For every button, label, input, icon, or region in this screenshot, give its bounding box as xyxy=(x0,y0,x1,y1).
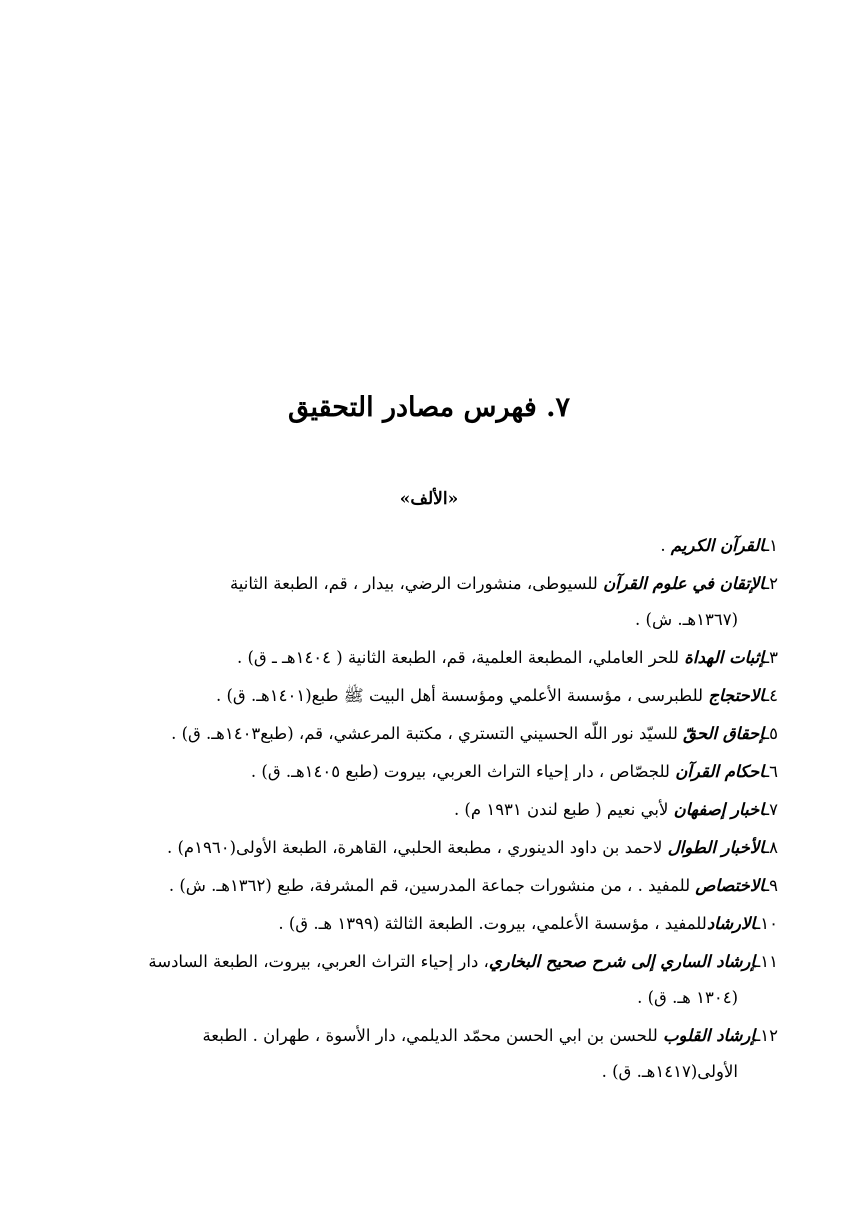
entry-continuation: (١٣٦٧هـ. ش) . xyxy=(635,610,738,629)
entry-title: الإتقان في علوم القرآن xyxy=(603,574,765,593)
bibliography-entry xyxy=(80,716,778,752)
entry-title: الأخبار الطوال xyxy=(667,838,765,857)
bibliography-entry xyxy=(80,1018,778,1090)
entry-details: للمفيد ، مؤسسة الأعلمي، بيروت. الطبعة الثالثة (١٣٩٩ هـ. ق) . xyxy=(278,914,707,933)
bibliography-entry xyxy=(80,754,778,790)
section-heading: «الألف» xyxy=(399,489,459,509)
entry-title: إثبات الهداة xyxy=(684,648,765,667)
entry-details: للطبرسى ، مؤسسة الأعلمي ومؤسسة أهل البيت ﷺ طبع(١٤٠١هـ. ق) . xyxy=(216,686,709,705)
bibliography-list xyxy=(80,528,778,1092)
entry-title: إحقاق الحقّ xyxy=(683,724,765,743)
bibliography-entry xyxy=(80,566,778,638)
entry-title: القرآن الكريم xyxy=(670,536,765,555)
bibliography-entry xyxy=(80,830,778,866)
entry-details: ، دار إحياء التراث العربي، بيروت، الطبعة السادسة xyxy=(148,952,489,971)
entry-title: احكام القرآن xyxy=(675,762,765,781)
entry-details: . xyxy=(660,536,671,555)
bibliography-entry xyxy=(80,906,778,942)
entry-details: للحر العاملي، المطبعة العلمية، قم، الطبعة الثانية ( ١٤٠٤هـ ـ ق) . xyxy=(236,648,685,667)
entry-number: ٦ـ xyxy=(764,762,778,781)
entry-number: ١٠ـ xyxy=(755,914,778,933)
entry-title: إرشاد الساري إلى شرح صحيح البخاري xyxy=(488,952,756,971)
entry-details: لاحمد بن داود الدينوري ، مطبعة الحلبي، القاهرة، الطبعة الأولى(١٩٦٠م) . xyxy=(167,838,668,857)
entry-details: للحسن بن ابي الحسن محمّد الديلمي، دار الأسوة ، طهران . الطبعة xyxy=(202,1026,663,1045)
entry-number: ١٢ـ xyxy=(755,1026,778,1045)
entry-number: ٥ـ xyxy=(764,724,778,743)
entry-number: ١ـ xyxy=(764,536,778,555)
entry-details: للمفيد . ، من منشورات جماعة المدرسين، قم المشرفة، طبع (١٣٦٢هـ. ش) . xyxy=(168,876,696,895)
entry-number: ٩ـ xyxy=(764,876,778,895)
entry-details: لأبي نعيم ( طبع لندن ١٩٣١ م) . xyxy=(453,800,674,819)
bibliography-entry xyxy=(80,944,778,1016)
entry-number: ٧ـ xyxy=(764,800,778,819)
entry-title: الاحتجاج xyxy=(708,686,765,705)
entry-number: ٤ـ xyxy=(764,686,778,705)
bibliography-entry xyxy=(80,528,778,564)
entry-number: ٣ـ xyxy=(764,648,778,667)
entry-number: ١١ـ xyxy=(755,952,778,971)
entry-details: للجصّاص ، دار إحياء التراث العربي، بيروت (طبع ١٤٠٥هـ. ق) . xyxy=(250,762,676,781)
entry-title: اخبار إصفهان xyxy=(673,800,765,819)
bibliography-entry xyxy=(80,792,778,828)
entry-continuation: الأولى(١٤١٧هـ. ق) . xyxy=(601,1062,738,1081)
entry-title: الارشاد xyxy=(706,914,756,933)
entry-number: ٨ـ xyxy=(764,838,778,857)
entry-title: إرشاد القلوب xyxy=(663,1026,756,1045)
entry-number: ٢ـ xyxy=(764,574,778,593)
entry-title: الاختصاص xyxy=(695,876,765,895)
entry-continuation: (١٣٠٤ هـ. ق) . xyxy=(637,988,738,1007)
entry-details: للسيّد نور اللّه الحسيني التستري ، مكتبة المرعشي، قم، (طبع١٤٠٣هـ. ق) . xyxy=(171,724,684,743)
bibliography-entry xyxy=(80,868,778,904)
chapter-title: ٧. فهرس مصادر التحقيق xyxy=(287,392,571,423)
bibliography-entry xyxy=(80,640,778,676)
bibliography-entry xyxy=(80,678,778,714)
entry-details: للسيوطى، منشورات الرضي، بيدار ، قم، الطبعة الثانية xyxy=(229,574,604,593)
